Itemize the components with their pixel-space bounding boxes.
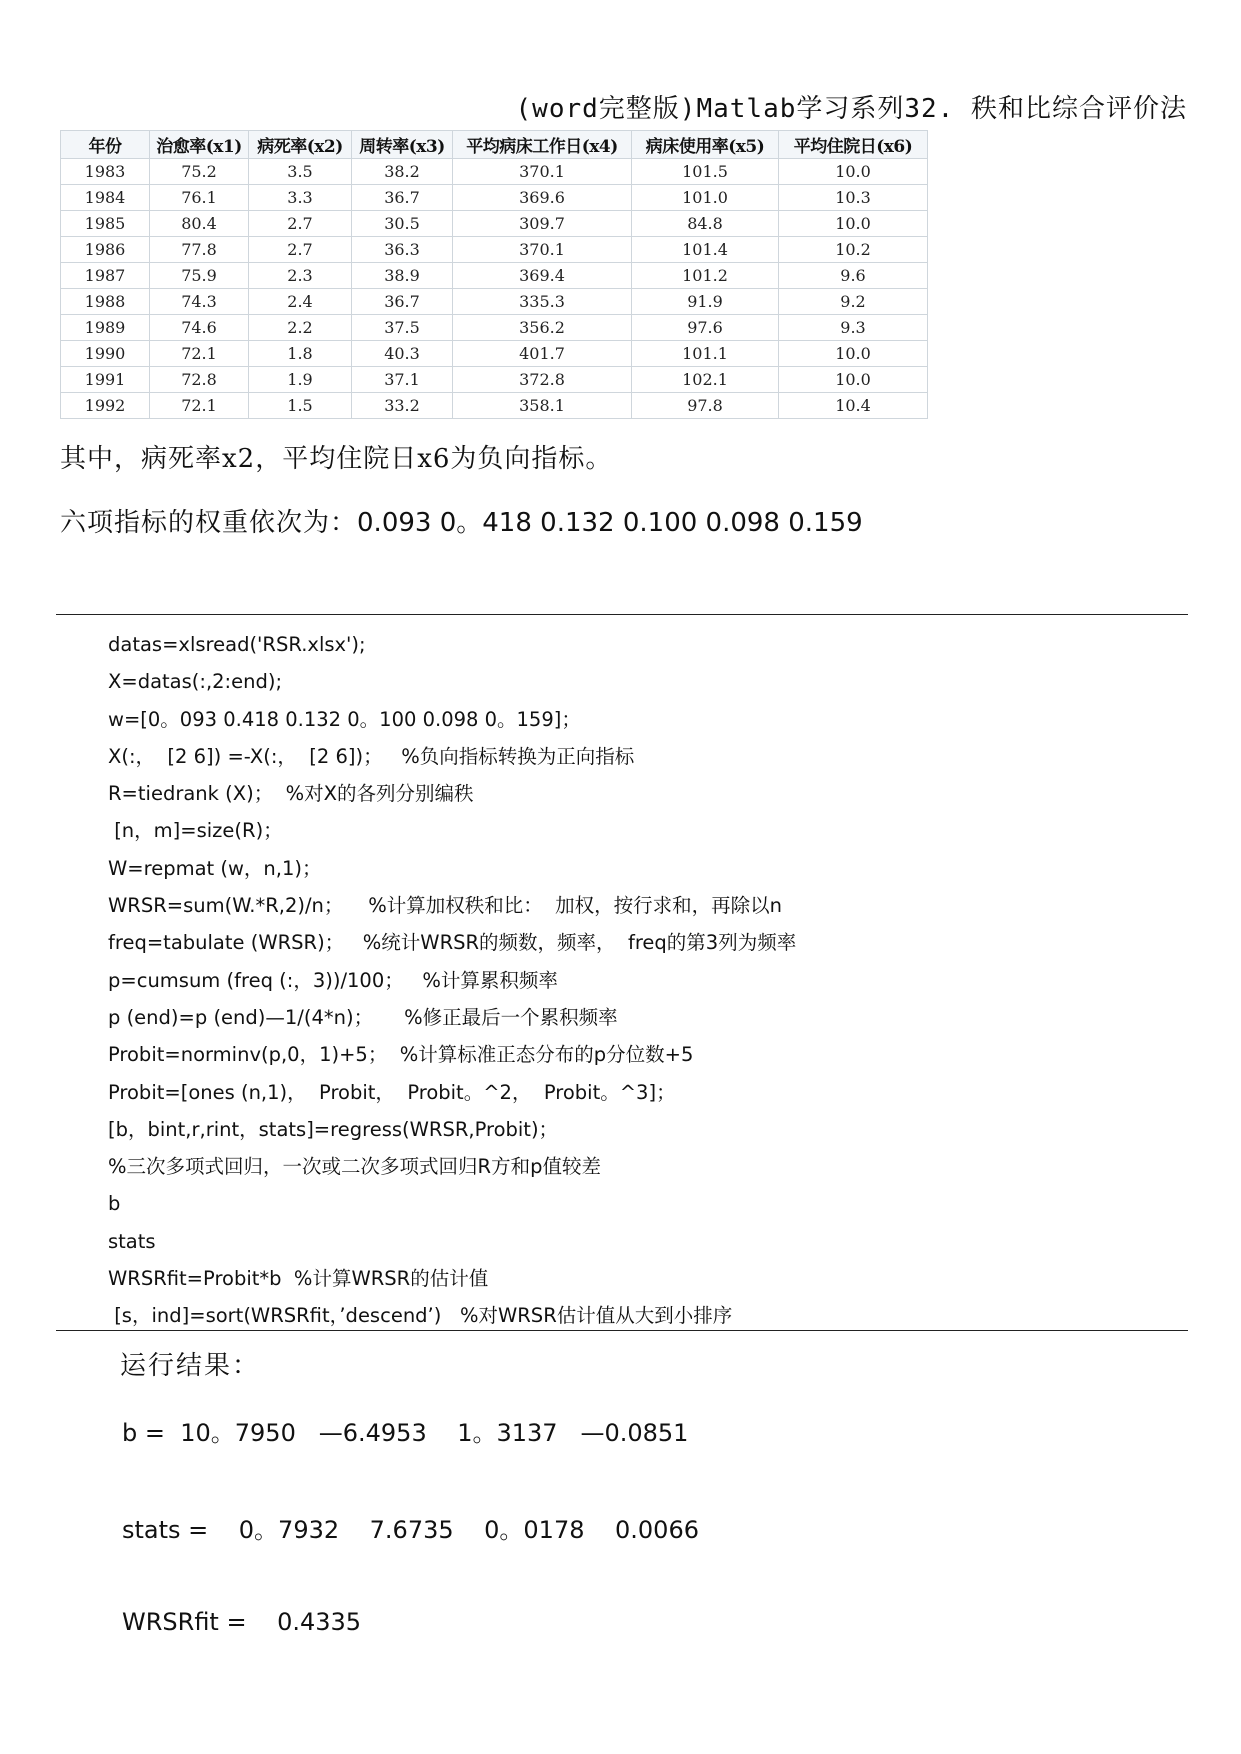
table-cell: 1992 bbox=[61, 393, 150, 419]
code-line: w=[0。093 0.418 0.132 0。100 0.098 0。159]； bbox=[108, 707, 581, 731]
code-line: p (end)=p (end)—1/(4*n)； %修正最后一个累积频率 bbox=[108, 1005, 618, 1029]
column-header-year: 年份 bbox=[61, 131, 150, 159]
code-line: [s，ind]=sort(WRSRfit，’descend’) %对WRSR估计值从大到小排序 bbox=[108, 1304, 733, 1328]
result-b-line: b = 10。7950 —6.4953 1。3137 —0.0851 bbox=[122, 1419, 689, 1447]
table-cell: 372.8 bbox=[453, 367, 632, 393]
table-row bbox=[61, 263, 928, 289]
table-cell: 10.0 bbox=[779, 211, 928, 237]
code-line: Probit=[ones (n,1)， Probit， Probit。^2， Probit。^3]； bbox=[108, 1080, 676, 1104]
table-cell: 1.5 bbox=[249, 393, 352, 419]
table-cell: 101.5 bbox=[632, 159, 779, 185]
table-cell: 2.3 bbox=[249, 263, 352, 289]
table-cell: 2.7 bbox=[249, 211, 352, 237]
table-cell: 84.8 bbox=[632, 211, 779, 237]
code-line: X=datas(:,2:end); bbox=[108, 670, 283, 694]
hospital-indicators-table bbox=[60, 130, 928, 419]
column-header-x5: 病床使用率(x5) bbox=[632, 131, 779, 159]
table-cell: 358.1 bbox=[453, 393, 632, 419]
code-line: b bbox=[108, 1192, 121, 1216]
table-cell: 38.9 bbox=[352, 263, 453, 289]
table-cell: 2.2 bbox=[249, 315, 352, 341]
table-row bbox=[61, 341, 928, 367]
weights-note bbox=[60, 502, 863, 539]
table-cell: 10.0 bbox=[779, 367, 928, 393]
negative-indicators-note: 其中，病死率x2，平均住院日x6为负向指标。 bbox=[60, 444, 613, 474]
code-line: p=cumsum (freq (:，3))/100； %计算累积频率 bbox=[108, 968, 558, 992]
table-cell: 309.7 bbox=[453, 211, 632, 237]
table-cell: 10.3 bbox=[779, 185, 928, 211]
table-cell: 401.7 bbox=[453, 341, 632, 367]
table-cell: 1.9 bbox=[249, 367, 352, 393]
result-wrsrfit-line: WRSRfit = 0.4335 bbox=[122, 1608, 362, 1636]
table-cell: 74.6 bbox=[150, 315, 249, 341]
table-cell: 10.4 bbox=[779, 393, 928, 419]
table-cell: 1988 bbox=[61, 289, 150, 315]
table-cell: 101.0 bbox=[632, 185, 779, 211]
table-cell: 72.1 bbox=[150, 341, 249, 367]
table-cell: 102.1 bbox=[632, 367, 779, 393]
table-cell: 101.2 bbox=[632, 263, 779, 289]
table-row bbox=[61, 237, 928, 263]
table-cell: 1987 bbox=[61, 263, 150, 289]
table-cell: 3.5 bbox=[249, 159, 352, 185]
table-cell: 33.2 bbox=[352, 393, 453, 419]
table-cell: 72.1 bbox=[150, 393, 249, 419]
results-heading: 运行结果： bbox=[120, 1351, 261, 1381]
column-header-x3: 周转率(x3) bbox=[352, 131, 453, 159]
table-cell: 97.8 bbox=[632, 393, 779, 419]
table-row bbox=[61, 185, 928, 211]
table-cell: 9.3 bbox=[779, 315, 928, 341]
table-cell: 75.2 bbox=[150, 159, 249, 185]
weights-label: 六项指标的权重依次为： bbox=[60, 508, 358, 538]
table-cell: 75.9 bbox=[150, 263, 249, 289]
table-cell: 3.3 bbox=[249, 185, 352, 211]
matlab-code-block bbox=[108, 626, 1168, 1335]
table-cell: 37.1 bbox=[352, 367, 453, 393]
table-cell: 72.8 bbox=[150, 367, 249, 393]
code-line: [n，m]=size(R)； bbox=[108, 819, 283, 843]
page-header-title: (word完整版)Matlab学习系列32. 秩和比综合评价法 bbox=[515, 94, 1187, 124]
code-bottom-rule bbox=[56, 1330, 1188, 1331]
table-cell: 356.2 bbox=[453, 315, 632, 341]
column-header-x1: 治愈率(x1) bbox=[150, 131, 249, 159]
table-row bbox=[61, 289, 928, 315]
table-cell: 36.7 bbox=[352, 289, 453, 315]
code-top-rule bbox=[56, 614, 1188, 615]
table-cell: 80.4 bbox=[150, 211, 249, 237]
table-cell: 74.3 bbox=[150, 289, 249, 315]
code-line: [b，bint,r,rint，stats]=regress(WRSR,Probit)； bbox=[108, 1117, 559, 1141]
table-cell: 1985 bbox=[61, 211, 150, 237]
code-line: freq=tabulate (WRSR)； %统计WRSR的频数，频率， freq的第3列为频率 bbox=[108, 931, 797, 955]
table-body bbox=[61, 159, 928, 419]
table-cell: 1986 bbox=[61, 237, 150, 263]
table-cell: 10.0 bbox=[779, 159, 928, 185]
table-cell: 370.1 bbox=[453, 159, 632, 185]
column-header-x6: 平均住院日(x6) bbox=[779, 131, 928, 159]
table-cell: 38.2 bbox=[352, 159, 453, 185]
table-cell: 36.3 bbox=[352, 237, 453, 263]
column-header-x2: 病死率(x2) bbox=[249, 131, 352, 159]
table-cell: 2.4 bbox=[249, 289, 352, 315]
table-cell: 9.2 bbox=[779, 289, 928, 315]
code-line: Probit=norminv(p,0，1)+5； %计算标准正态分布的p分位数+5 bbox=[108, 1043, 694, 1067]
table-cell: 1990 bbox=[61, 341, 150, 367]
table-cell: 335.3 bbox=[453, 289, 632, 315]
table-cell: 10.2 bbox=[779, 237, 928, 263]
table-cell: 1.8 bbox=[249, 341, 352, 367]
table-cell: 1991 bbox=[61, 367, 150, 393]
table-cell: 1984 bbox=[61, 185, 150, 211]
table-cell: 30.5 bbox=[352, 211, 453, 237]
code-line: WRSRfit=Probit*b %计算WRSR的估计值 bbox=[108, 1267, 489, 1291]
table-cell: 37.5 bbox=[352, 315, 453, 341]
table-cell: 369.4 bbox=[453, 263, 632, 289]
table-cell: 76.1 bbox=[150, 185, 249, 211]
code-line: R=tiedrank (X)； %对X的各列分别编秩 bbox=[108, 782, 474, 806]
code-line: stats bbox=[108, 1229, 156, 1253]
code-line: X(:， [2 6]) =-X(:， [2 6])； %负向指标转换为正向指标 bbox=[108, 744, 635, 768]
table-cell: 1983 bbox=[61, 159, 150, 185]
table-cell: 370.1 bbox=[453, 237, 632, 263]
code-line: W=repmat (w，n,1)； bbox=[108, 856, 322, 880]
table-row bbox=[61, 159, 928, 185]
table-cell: 369.6 bbox=[453, 185, 632, 211]
table-cell: 9.6 bbox=[779, 263, 928, 289]
table-row bbox=[61, 367, 928, 393]
table-cell: 101.1 bbox=[632, 341, 779, 367]
code-line: datas=xlsread('RSR.xlsx'); bbox=[108, 633, 366, 656]
code-line: WRSR=sum(W.*R,2)/n； %计算加权秩和比： 加权，按行求和，再除以n bbox=[108, 894, 782, 918]
table-cell: 2.7 bbox=[249, 237, 352, 263]
table-cell: 97.6 bbox=[632, 315, 779, 341]
table-cell: 40.3 bbox=[352, 341, 453, 367]
table-cell: 101.4 bbox=[632, 237, 779, 263]
code-line: %三次多项式回归，一次或二次多项式回归R方和p值较差 bbox=[108, 1155, 601, 1179]
table-row bbox=[61, 315, 928, 341]
table-row bbox=[61, 393, 928, 419]
table-header-row bbox=[61, 131, 928, 159]
table-row bbox=[61, 211, 928, 237]
table-cell: 77.8 bbox=[150, 237, 249, 263]
result-stats-line: stats = 0。7932 7.6735 0。0178 0.0066 bbox=[122, 1516, 699, 1544]
table-cell: 10.0 bbox=[779, 341, 928, 367]
weights-values: 0.093 0。418 0.132 0.100 0.098 0.159 bbox=[357, 508, 863, 538]
table-cell: 36.7 bbox=[352, 185, 453, 211]
column-header-x4: 平均病床工作日(x4) bbox=[453, 131, 632, 159]
table-cell: 1989 bbox=[61, 315, 150, 341]
table-cell: 91.9 bbox=[632, 289, 779, 315]
